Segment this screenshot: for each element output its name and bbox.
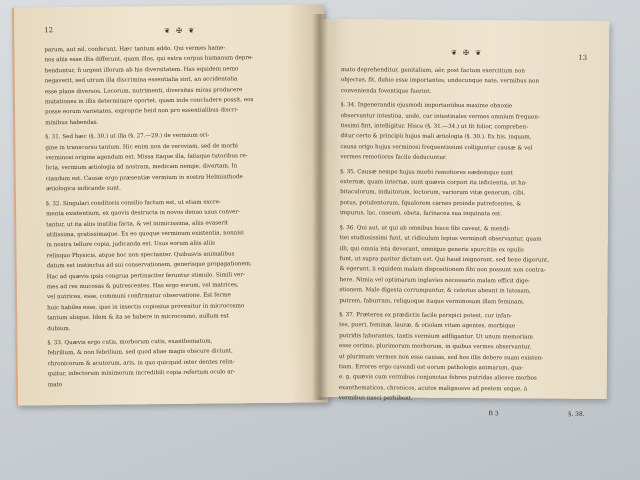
text-line: putridis laborantes, tantis vermium adfligantur. Ut unum memoriam (339, 332, 533, 341)
text-line: tissimi fint, intelligitur. Hisce (§. 31.—34.) ut fit folior, comprehen- (340, 123, 529, 131)
left-page-header (44, 23, 304, 42)
ornament-right: ❦ ✠ ❦ (451, 48, 484, 58)
text-line: objectus, fit, dubio esse importantes, undecunque nate, vermibus non (340, 77, 539, 85)
text-line: febrilium, & non febrilium, sed quod aliae magis obscure diciunt, (47, 348, 233, 357)
text-line: negaverit, sed utrum illa discrimina essentialia sint, an accidentalia (44, 76, 238, 85)
right-page-text (339, 65, 587, 405)
text-line: vermibus nasci perhibent. (338, 395, 413, 402)
text-line: esse cerimo, plurimorum morborum, in quibus vermes observantur, (339, 343, 532, 351)
text-line: mato (47, 381, 63, 388)
text-line: externæ, quam internæ, sunt quævis corpori ita inficientia, ut ha- (340, 179, 527, 187)
text-line: utilissima, gratissimaque. Ex eo quoque verminum existentia, nonnisi (46, 230, 244, 239)
text-line: §. 33. Quævis ergo cutis, morborum cutis, exanthematum, (47, 338, 213, 347)
catchword: §. 38. (568, 410, 585, 418)
text-line: menta existentium, ex quovis destructa in novos denuo usus conver- (46, 209, 241, 218)
text-line: §. 31. Sed hæc (§. 30.) ut illa (§. 27.—29.) de vermium ori- (45, 132, 210, 141)
text-line: Hac ad quævis ipsis congrua pertinaciter feruntur stimulo. Simili ver- (46, 271, 245, 280)
text-line: in nostra tellure copia, judicanda est. Usus eorum aliis aliis (46, 240, 216, 249)
text-line: tiam. Errores ergo cavendi est eorum pathologis animarum, qua- (338, 364, 524, 372)
left-page (12, 4, 328, 405)
right-page (317, 19, 610, 418)
right-page-footer (339, 406, 585, 422)
text-line: stionem. Male digesta corrumpuntur, & celerius abeunt in lutosam, (339, 287, 531, 295)
text-line: funt, ut supra pariter dictum est. Qui haud inignorant, sed bene digerunt, (339, 256, 550, 264)
text-line: posse eorum varietates, exproprie heid non pro essentialibus discri- (44, 107, 239, 116)
text-line: licta, vermium ætiologia ad nostram, medicam nempe, divertam. In (45, 163, 238, 172)
text-line: mutationes in illis determinare oportet, quam inde concludere possit, eos (44, 97, 254, 106)
text-line: here. Nimia vel optimarum inglavies necessario malam efficit dige- (339, 276, 530, 285)
text-line: mato deprehenditur, genitalium, aër, post factum exercitium non (340, 67, 525, 75)
text-line: §. 37. Præterea ex prædictis facile perspici potest, cur infan- (339, 312, 512, 320)
text-line: datum est instinctus ad sui conservationem, generisque propagationem. (46, 261, 252, 270)
text-line: tantur, ut ita aliis inutilia facta, & vel inimicissima, aliis evaserit (46, 219, 229, 228)
text-line: vel nutrices, esse, communi confirmatur observatione. Est ferme (46, 292, 231, 301)
text-line: henduntur, fi urgent illorum ab his diversitatem. Has equidem nemo (44, 66, 239, 75)
book-gutter (312, 14, 328, 400)
text-line: impurus, lac, caseum, ebeta, farinacea sua inquinata est. (339, 210, 503, 218)
text-line: e. g. quævis cum vermibus conjunctas febres putridas aliosve morbos (338, 374, 537, 382)
right-page-header (341, 45, 587, 63)
text-line: bitaculorum, induitorum, lectorum, variorum vitæ generum, cibi, (340, 189, 526, 197)
text-line: tes, pueri, feminæ, lauræ, & otiolam vitam agentes, morbique (339, 322, 516, 330)
text-line: observantur intestina, unde, cur intestinales vermes omnium frequen- (340, 112, 540, 121)
text-line: ætiologica indicande sunt. (45, 185, 121, 193)
text-line: huic habiles esse, ipse in insectis copiosius provenitur in microcosmo (47, 302, 245, 312)
page-number-left: 12 (44, 26, 54, 35)
text-line: chronicorum & acutorum, aris, in quo quicquid inter dentes relin- (47, 359, 235, 368)
text-line: §. 35. Causæ nempe hujus morbi remotiores eædemque sunt (340, 168, 514, 177)
left-page-text (44, 43, 308, 391)
text-line: vermes remotiores facile deducuntur. (340, 154, 447, 162)
text-line: quitur, infectorum minimorum incredibili copia refertum oculo ar- (47, 369, 236, 378)
text-line: exanthematicos, chronicos, acutos malignosve ad pestem usque, à (338, 384, 528, 393)
text-line: causa origo hujus verminosi frequentissimi colliguntur causæ & vel (340, 143, 533, 152)
text-line: tiei studiosissimi funt, ut ridiculum lepius verminofi observantur, quam (339, 235, 542, 243)
text-line: ditur certo & principii hujus mali ætiologia (§. 30.). Ex his, inquam, (340, 133, 532, 141)
text-line: §. 32. Singulari conditoris consilio factum est, ut etiam excre- (45, 199, 221, 207)
text-line: illi, qui omnia ista devorant, omnique generis spurcitiis ex opulis (339, 245, 524, 253)
text-line: §. 34. Ingenerandis ejusmodi importantibus maxime obnoxie (340, 102, 513, 110)
text-line: §. 36. Qui aut, ut qui ab omnibus hisce fibi caveat, & mendi- (339, 224, 511, 233)
page-number-right: 13 (578, 53, 588, 62)
text-line: nos aliis esse illis differunt, quam illos, qui extra corpus humanum depre- (44, 55, 254, 64)
text-line: relinquo Physicis, atque hoc non spectanter. Quibusvis animalibus (46, 251, 235, 260)
text-line: parum, aut nil, conferunt. Hæc tantum addo. Qui vermes hame- (44, 45, 226, 54)
text-line: ciandum est. Causæ ergo præsentiæ vermium in nostra Helminthode (45, 174, 243, 183)
text-line: gine in transcursu tantum. Hic enim non de veroviam, sed de morbi (45, 142, 238, 151)
text-line: potus, potulentorum, fqualorem carnes proinde putrefcentes, & (340, 200, 522, 208)
signature-mark: B 3 (488, 409, 499, 417)
text-line: dubium. (47, 325, 71, 332)
text-line: convenienda foventique fuerint. (340, 87, 432, 95)
ornament-left: ❦ ✠ ❦ (164, 26, 197, 36)
text-line: & egerunt, ii equidem malam dispositionem fibi non possunt non contra- (339, 266, 546, 274)
text-line: minibus habendas. (45, 119, 99, 127)
text-line: mes ad res mucosas & putrescentes. Has ergo eorum, vel matrices, (46, 282, 239, 291)
text-line: esse plane diversos. Locorum, nutrimenti, diversitas miras producere (44, 86, 243, 95)
text-line: verminosi origine agendum est. Missa itaque illa, fatisque tutoribus re- (45, 153, 248, 162)
text-line: ut plurimum vermes non esse causas, sed hos illis debere suam existen- (338, 353, 544, 362)
text-line: putrem, faburram, reliquoque itaque verminosam illam feminam. (339, 297, 525, 305)
text-line: tantum ubique. Idem & ita se habere in microcosmo, nullum est (47, 313, 229, 322)
